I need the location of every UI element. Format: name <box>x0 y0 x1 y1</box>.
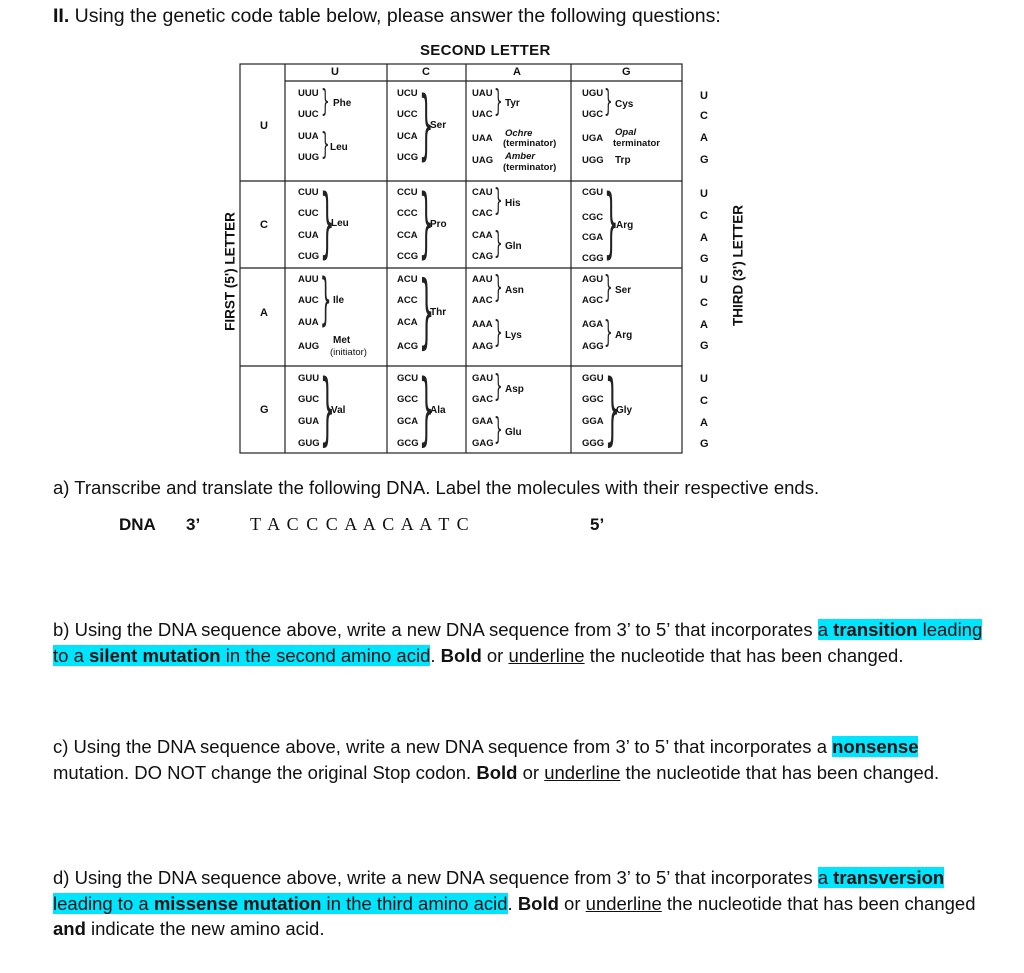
brace-icon: } <box>494 270 503 305</box>
col-header-a: A <box>513 66 521 78</box>
codon: UUA <box>298 131 319 142</box>
amino-acid: Glu <box>505 427 522 438</box>
third-c: C <box>700 395 708 407</box>
codon: UCC <box>397 109 418 120</box>
codon: CUU <box>298 187 319 198</box>
codon: GUC <box>298 394 320 405</box>
brace-icon: } <box>494 412 503 447</box>
heading-numeral: II. <box>53 5 70 27</box>
third-c: C <box>700 110 708 122</box>
dna-label: DNA <box>119 515 156 534</box>
brace-icon: } <box>320 177 335 266</box>
third-a: A <box>700 417 708 429</box>
codon: CGG <box>582 253 604 264</box>
row-header-g: G <box>260 404 269 416</box>
codon: UGC <box>582 109 604 120</box>
codon: CGU <box>582 187 604 198</box>
brace-icon: } <box>320 267 332 332</box>
third-u: U <box>700 274 708 286</box>
codon: GGG <box>582 438 605 449</box>
amino-acid: Arg <box>615 330 633 341</box>
amino-acid: Ile <box>333 295 345 306</box>
first-letter-label: FIRST (5') LETTER <box>222 212 238 331</box>
third-a: A <box>700 319 708 331</box>
codon: GGA <box>582 416 604 427</box>
stop-ochre: Ochre <box>505 128 533 139</box>
codon: UCA <box>397 131 418 142</box>
codon: GCC <box>397 394 419 405</box>
amino-acid: Cys <box>615 99 634 110</box>
amino-acid: Gly <box>616 405 633 416</box>
codon: CCA <box>397 230 418 241</box>
amino-acid: Ala <box>430 405 446 416</box>
col-header-c: C <box>422 66 430 78</box>
brace-icon: } <box>321 127 330 162</box>
codon: UUG <box>298 152 320 163</box>
codon: CGA <box>582 232 604 243</box>
amino-acid: Met <box>333 335 351 346</box>
codon: AUA <box>298 317 319 328</box>
third-letter-label: THIRD (3') LETTER <box>730 205 746 326</box>
row-header-u: U <box>260 120 268 132</box>
codon: GAC <box>472 394 494 405</box>
codon: ACG <box>397 341 419 352</box>
terminator-label: terminator <box>613 138 660 149</box>
third-g: G <box>700 340 709 352</box>
brace-icon: } <box>604 315 613 350</box>
brace-icon: } <box>605 364 620 454</box>
amino-acid: Leu <box>331 218 349 229</box>
amino-acid: Trp <box>615 155 631 166</box>
codon: CCC <box>397 208 418 219</box>
third-g: G <box>700 253 709 265</box>
amino-acid: Phe <box>333 98 352 109</box>
third-u: U <box>700 188 708 200</box>
codon: UAG <box>472 155 494 166</box>
third-c: C <box>700 297 708 309</box>
codon: AGG <box>582 341 604 352</box>
amino-acid: His <box>505 198 521 209</box>
codon: UAU <box>472 88 493 99</box>
codon: CGC <box>582 212 604 223</box>
terminator-label: (terminator) <box>503 138 557 149</box>
third-g: G <box>700 154 709 166</box>
brace-icon: } <box>419 177 434 266</box>
amino-acid: Lys <box>505 330 522 341</box>
codon: UUU <box>298 88 319 99</box>
brace-icon: } <box>419 264 435 357</box>
brace-icon: } <box>494 369 503 404</box>
initiator-label: (initiator) <box>330 347 367 358</box>
codon: AGC <box>582 295 604 306</box>
amino-acid: Pro <box>430 219 447 230</box>
codon: UUC <box>298 109 319 120</box>
codon: AGU <box>582 274 604 285</box>
codon: AAU <box>472 274 493 285</box>
codon: ACC <box>397 295 418 306</box>
codon: UCU <box>397 88 418 99</box>
brace-icon: } <box>321 84 330 119</box>
third-a: A <box>700 132 708 144</box>
codon: UCG <box>397 152 419 163</box>
codon: UGG <box>582 155 604 166</box>
codon: GAA <box>472 416 494 427</box>
codon: UGA <box>582 133 604 144</box>
codon: AUG <box>298 341 320 352</box>
amino-acid: Asn <box>505 285 524 296</box>
question-b: b) Using the DNA sequence above, write a new DNA sequence from 3’ to 5’ that incorporates a transition leading to a silent mutation in the second amino acid. Bold or underline the nucleotide that has been changed. <box>53 619 983 666</box>
amino-acid: Val <box>331 405 346 416</box>
brace-icon: } <box>419 79 434 168</box>
third-u: U <box>700 90 708 102</box>
brace-icon: } <box>604 270 613 305</box>
codon: GAU <box>472 373 494 384</box>
amino-acid: Leu <box>330 142 348 153</box>
amino-acid: Ser <box>430 120 447 131</box>
amino-acid: Gln <box>505 241 522 252</box>
amino-acid: Ser <box>615 285 632 296</box>
codon: GCU <box>397 373 419 384</box>
codon: GCG <box>397 438 419 449</box>
question-d: d) Using the DNA sequence above, write a new DNA sequence from 3’ to 5’ that incorporates a transversion leading to a missense mutation in the third amino acid. Bold or underline the nucleotide that has been changed and indicate the new amino acid. <box>53 867 976 939</box>
second-letter-label: SECOND LETTER <box>420 42 551 59</box>
dna-end-5prime: 5’ <box>590 515 605 534</box>
third-c: C <box>700 210 708 222</box>
codon: GCA <box>397 416 419 427</box>
codon: AUC <box>298 295 319 306</box>
codon: GUU <box>298 373 320 384</box>
col-header-u: U <box>331 66 339 78</box>
amino-acid: Thr <box>430 307 447 318</box>
brace-icon: } <box>604 177 619 266</box>
row-header-c: C <box>260 219 268 231</box>
amino-acid: Tyr <box>505 98 520 109</box>
codon: CUA <box>298 230 319 241</box>
terminator-label: (terminator) <box>503 162 557 173</box>
codon: AAC <box>472 295 493 306</box>
amino-acid: Asp <box>505 384 524 395</box>
question-a: a) Transcribe and translate the following DNA. Label the molecules with their respective ends. <box>53 477 820 498</box>
third-u: U <box>700 373 708 385</box>
brace-icon: } <box>494 183 503 218</box>
brace-icon: } <box>494 226 503 261</box>
codon: CCU <box>397 187 418 198</box>
third-g: G <box>700 438 709 450</box>
stop-opal: Opal <box>615 127 637 138</box>
codon: AAA <box>472 319 493 330</box>
codon: AAG <box>472 341 494 352</box>
codon: CCG <box>397 251 419 262</box>
brace-icon: } <box>604 84 613 119</box>
amino-acid: Arg <box>616 220 634 231</box>
question-c: c) Using the DNA sequence above, write a new DNA sequence from 3’ to 5’ that incorporates a nonsense mutation. DO NOT change the original Stop codon. Bold or underline the nucleotide that has been changed. <box>53 736 940 783</box>
codon: CAA <box>472 230 493 241</box>
heading-text: Using the genetic code table below, please answer the following questions: <box>69 5 721 27</box>
codon: CAC <box>472 208 493 219</box>
brace-icon: } <box>419 364 434 454</box>
codon: CAG <box>472 251 494 262</box>
codon: AGA <box>582 319 604 330</box>
codon: GGC <box>582 394 604 405</box>
brace-icon: } <box>494 84 503 119</box>
codon: UAA <box>472 133 493 144</box>
dna-sequence: T A C C C A A C A A T C <box>250 514 471 534</box>
codon: GAG <box>472 438 494 449</box>
codon: CUC <box>298 208 319 219</box>
codon: CUG <box>298 251 320 262</box>
codon: GUG <box>298 438 320 449</box>
codon: GGU <box>582 373 604 384</box>
codon: ACU <box>397 274 418 285</box>
dna-end-3prime: 3’ <box>186 515 201 534</box>
third-a: A <box>700 232 708 244</box>
codon: UAC <box>472 109 493 120</box>
row-header-a: A <box>260 307 268 319</box>
brace-icon: } <box>320 364 335 454</box>
col-header-g: G <box>622 66 631 78</box>
brace-icon: } <box>494 315 503 350</box>
codon: CAU <box>472 187 493 198</box>
codon: UGU <box>582 88 604 99</box>
codon: ACA <box>397 317 418 328</box>
stop-amber: Amber <box>505 151 536 162</box>
codon: AUU <box>298 274 319 285</box>
codon: GUA <box>298 416 320 427</box>
